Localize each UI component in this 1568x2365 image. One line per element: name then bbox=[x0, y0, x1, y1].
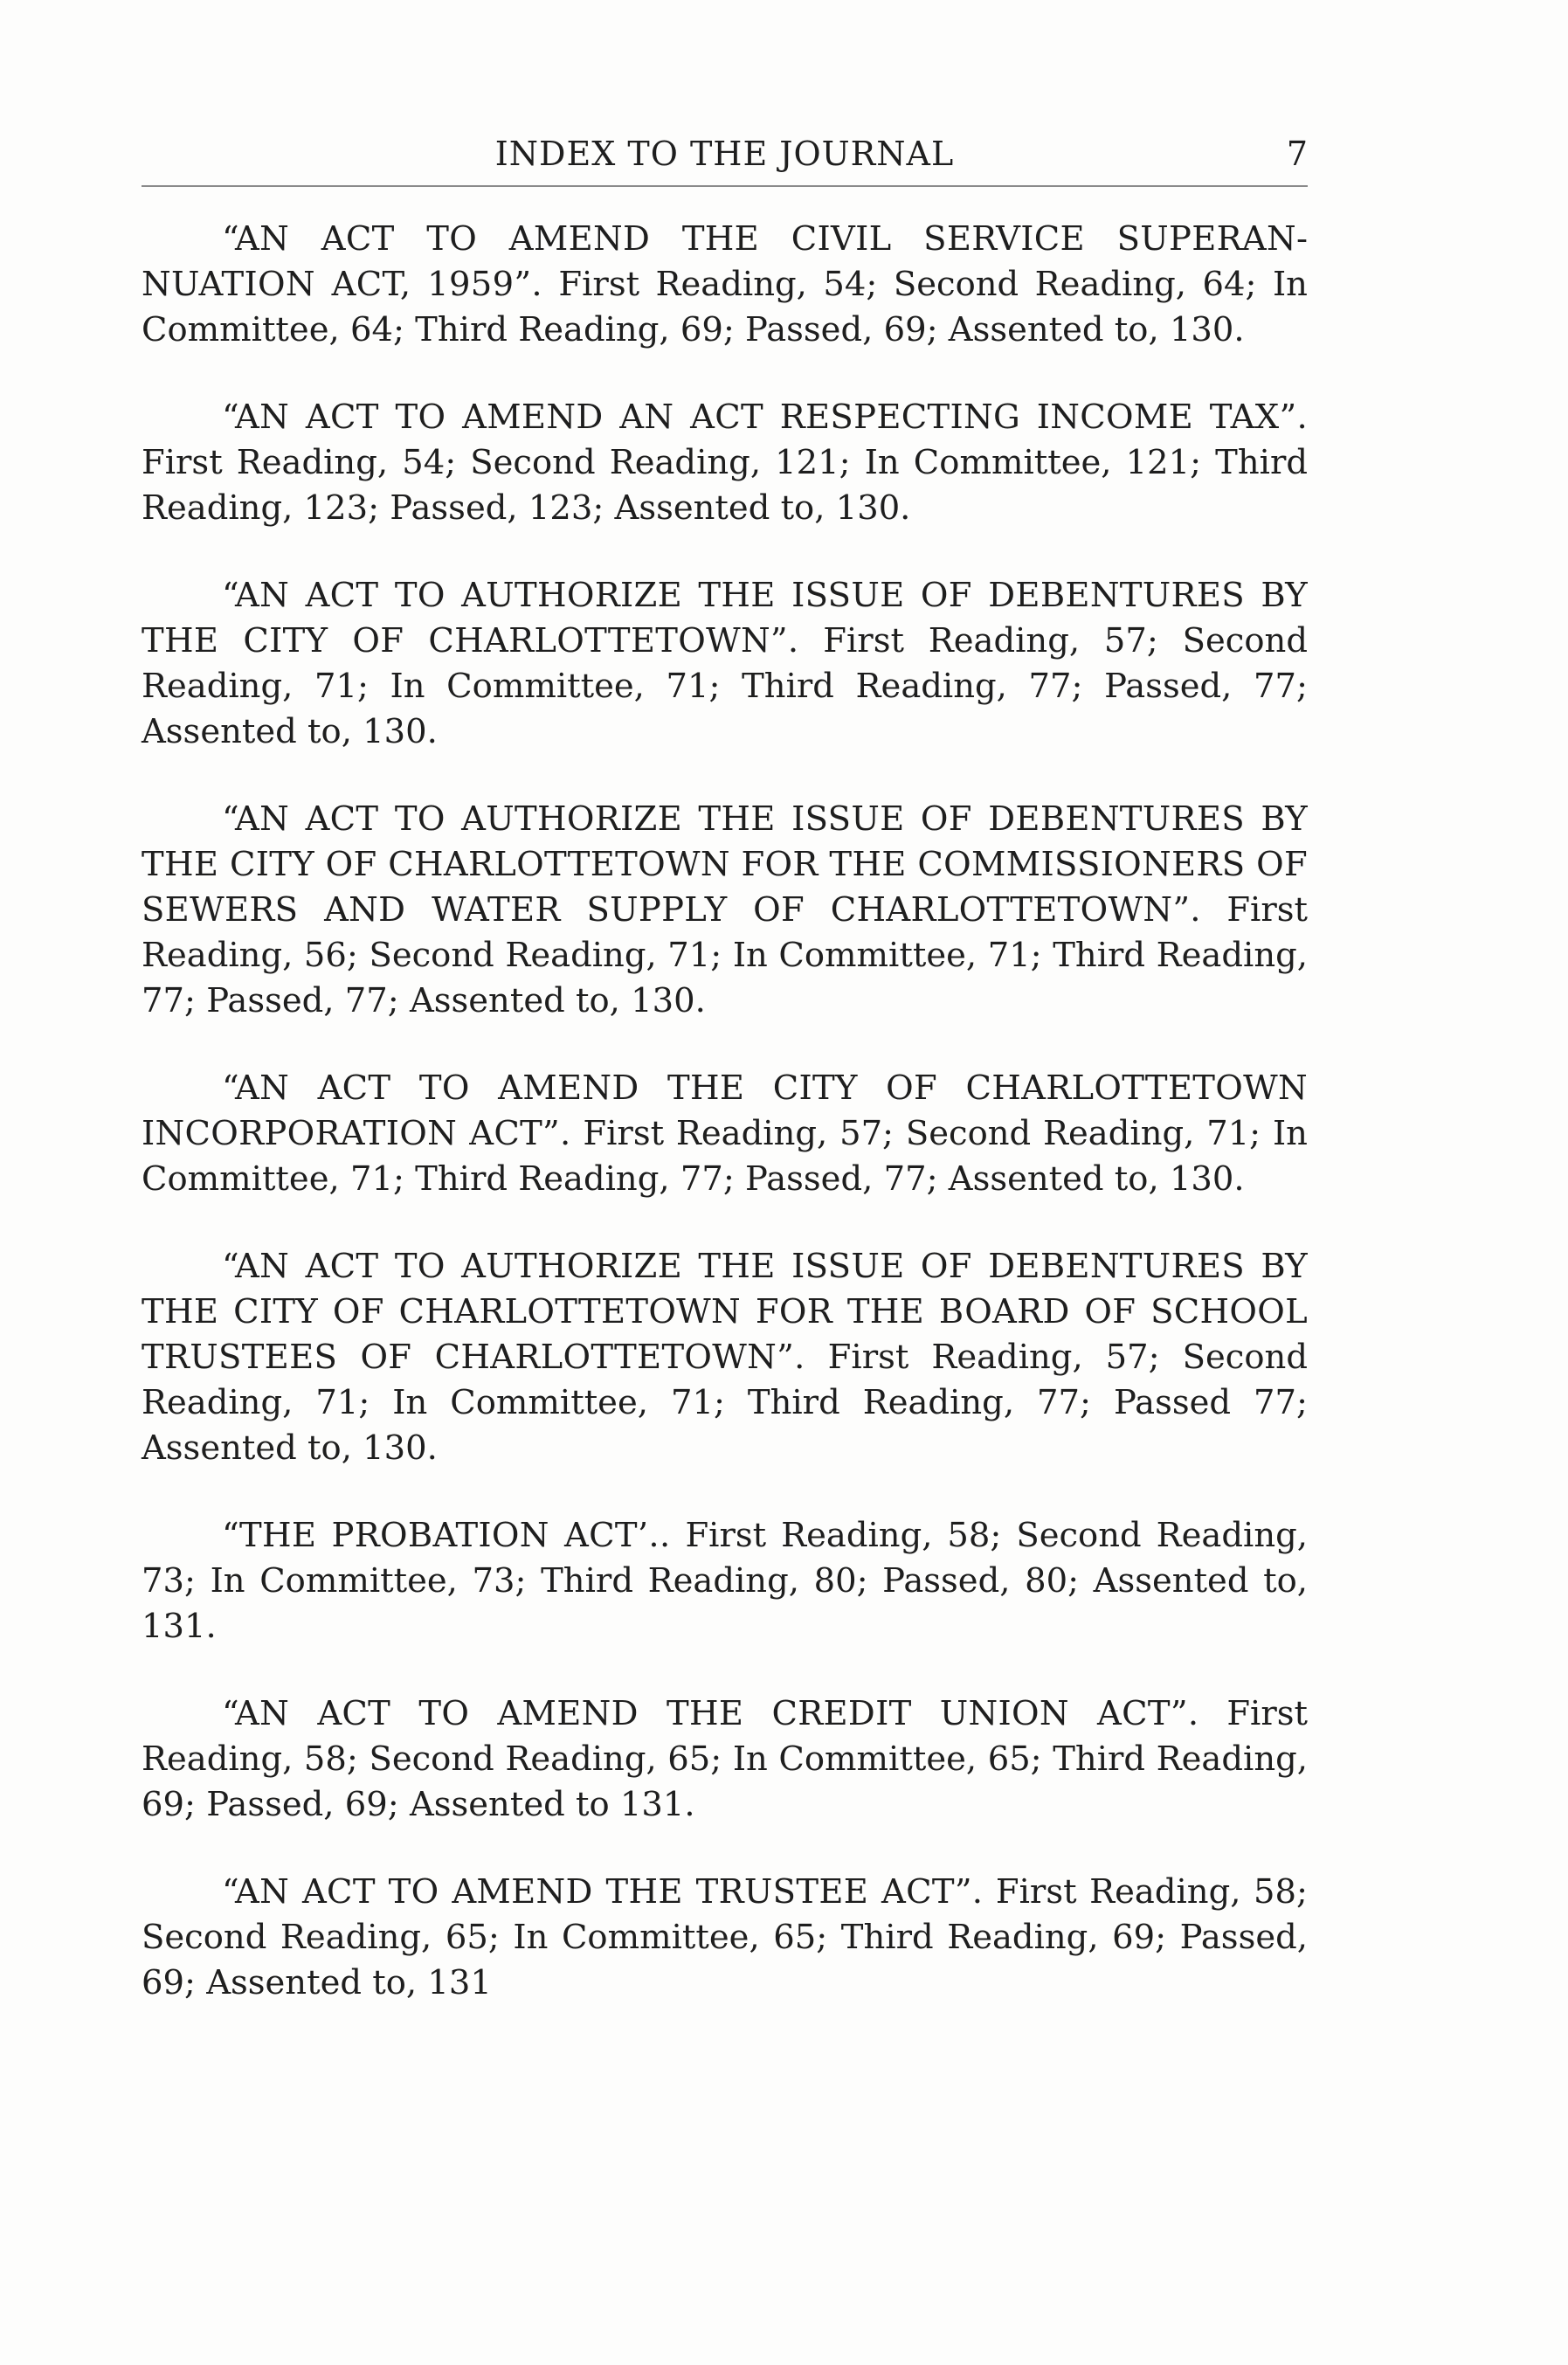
act-readings: First Reading, 58; Second Reading, 65; In Committee, 65; Third Reading, 69; Passed, 69; Assented to, 131 bbox=[142, 1872, 1308, 2002]
header-rule bbox=[142, 185, 1308, 187]
act-readings: First Reading, 58; Second Reading, 73; In Committee, 73; Third Reading, 80; Passed, 80; Assented to, 131. bbox=[142, 1516, 1308, 1646]
act-readings: First Reading, 54; Second Reading, 64; In Committee, 64; Third Reading, 69; Passed, 69; Assented to, 130. bbox=[142, 265, 1308, 349]
index-entry bbox=[142, 573, 1308, 755]
act-readings: First Reading, 56; Second Reading, 71; In Committee, 71; Third Reading, 77; Passed, 77; Assented to, 130. bbox=[142, 890, 1308, 1020]
index-entry-list bbox=[142, 217, 1308, 2048]
act-title: “AN ACT TO AUTHORIZE THE ISSUE OF DEBENTURES BY THE CITY OF CHARLOTTETOWN”. bbox=[142, 576, 1308, 660]
act-readings: First Reading, 57; Second Reading, 71; In Committee, 71; Third Reading, 77; Passed, 77; Assented to, 130. bbox=[142, 1114, 1308, 1199]
act-title: “AN ACT TO AMEND THE CIVIL SERVICE SUPERANNUATION ACT, 1959”. bbox=[142, 219, 1308, 304]
index-entry bbox=[142, 1870, 1308, 2006]
index-entry bbox=[142, 797, 1308, 1024]
index-entry bbox=[142, 1066, 1308, 1202]
act-readings: First Reading, 58; Second Reading, 65; In Committee, 65; Third Reading, 69; Passed, 69; Assented to 131. bbox=[142, 1694, 1308, 1824]
act-title: “AN ACT TO AMEND AN ACT RESPECTING INCOME TAX”. bbox=[222, 398, 1308, 437]
page-number: 7 bbox=[1286, 135, 1308, 173]
act-title: “AN ACT TO AMEND THE TRUSTEE ACT”. bbox=[222, 1872, 984, 1912]
index-entry bbox=[142, 1513, 1308, 1649]
act-title: “AN ACT TO AMEND THE CITY OF CHARLOTTETOWN INCORPORATION ACT”. bbox=[142, 1068, 1308, 1153]
act-title: “THE PROBATION ACT’.. bbox=[222, 1516, 671, 1555]
act-readings: First Reading, 57; Second Reading, 71; In Committee, 71; Third Reading, 77; Passed 77; Assented to, 130. bbox=[142, 1338, 1308, 1468]
page-title: INDEX TO THE JOURNAL bbox=[494, 135, 955, 173]
running-header bbox=[142, 129, 1308, 182]
index-entry bbox=[142, 1691, 1308, 1828]
act-title: “AN ACT TO AUTHORIZE THE ISSUE OF DEBENTURES BY THE CITY OF CHARLOTTETOWN FOR THE COMMISSIONERS OF SEWERS AND WATER SUPPLY OF CHARLOTTETOWN”. bbox=[142, 799, 1308, 930]
index-entry bbox=[142, 395, 1308, 531]
index-entry bbox=[142, 217, 1308, 353]
act-readings: First Reading, 54; Second Reading, 121; In Committee, 121; Third Reading, 123; Passed, 123; Assented to, 130. bbox=[142, 443, 1308, 528]
act-title: “AN ACT TO AUTHORIZE THE ISSUE OF DEBENTURES BY THE CITY OF CHARLOTTETOWN FOR THE BOARD OF SCHOOL TRUSTEES OF CHARLOTTETOWN”. bbox=[142, 1247, 1308, 1377]
act-title: “AN ACT TO AMEND THE CREDIT UNION ACT”. bbox=[222, 1694, 1199, 1733]
act-readings: First Reading, 57; Second Reading, 71; In Committee, 71; Third Reading, 77; Passed, 77; Assented to, 130. bbox=[142, 621, 1308, 751]
index-entry bbox=[142, 1244, 1308, 1471]
